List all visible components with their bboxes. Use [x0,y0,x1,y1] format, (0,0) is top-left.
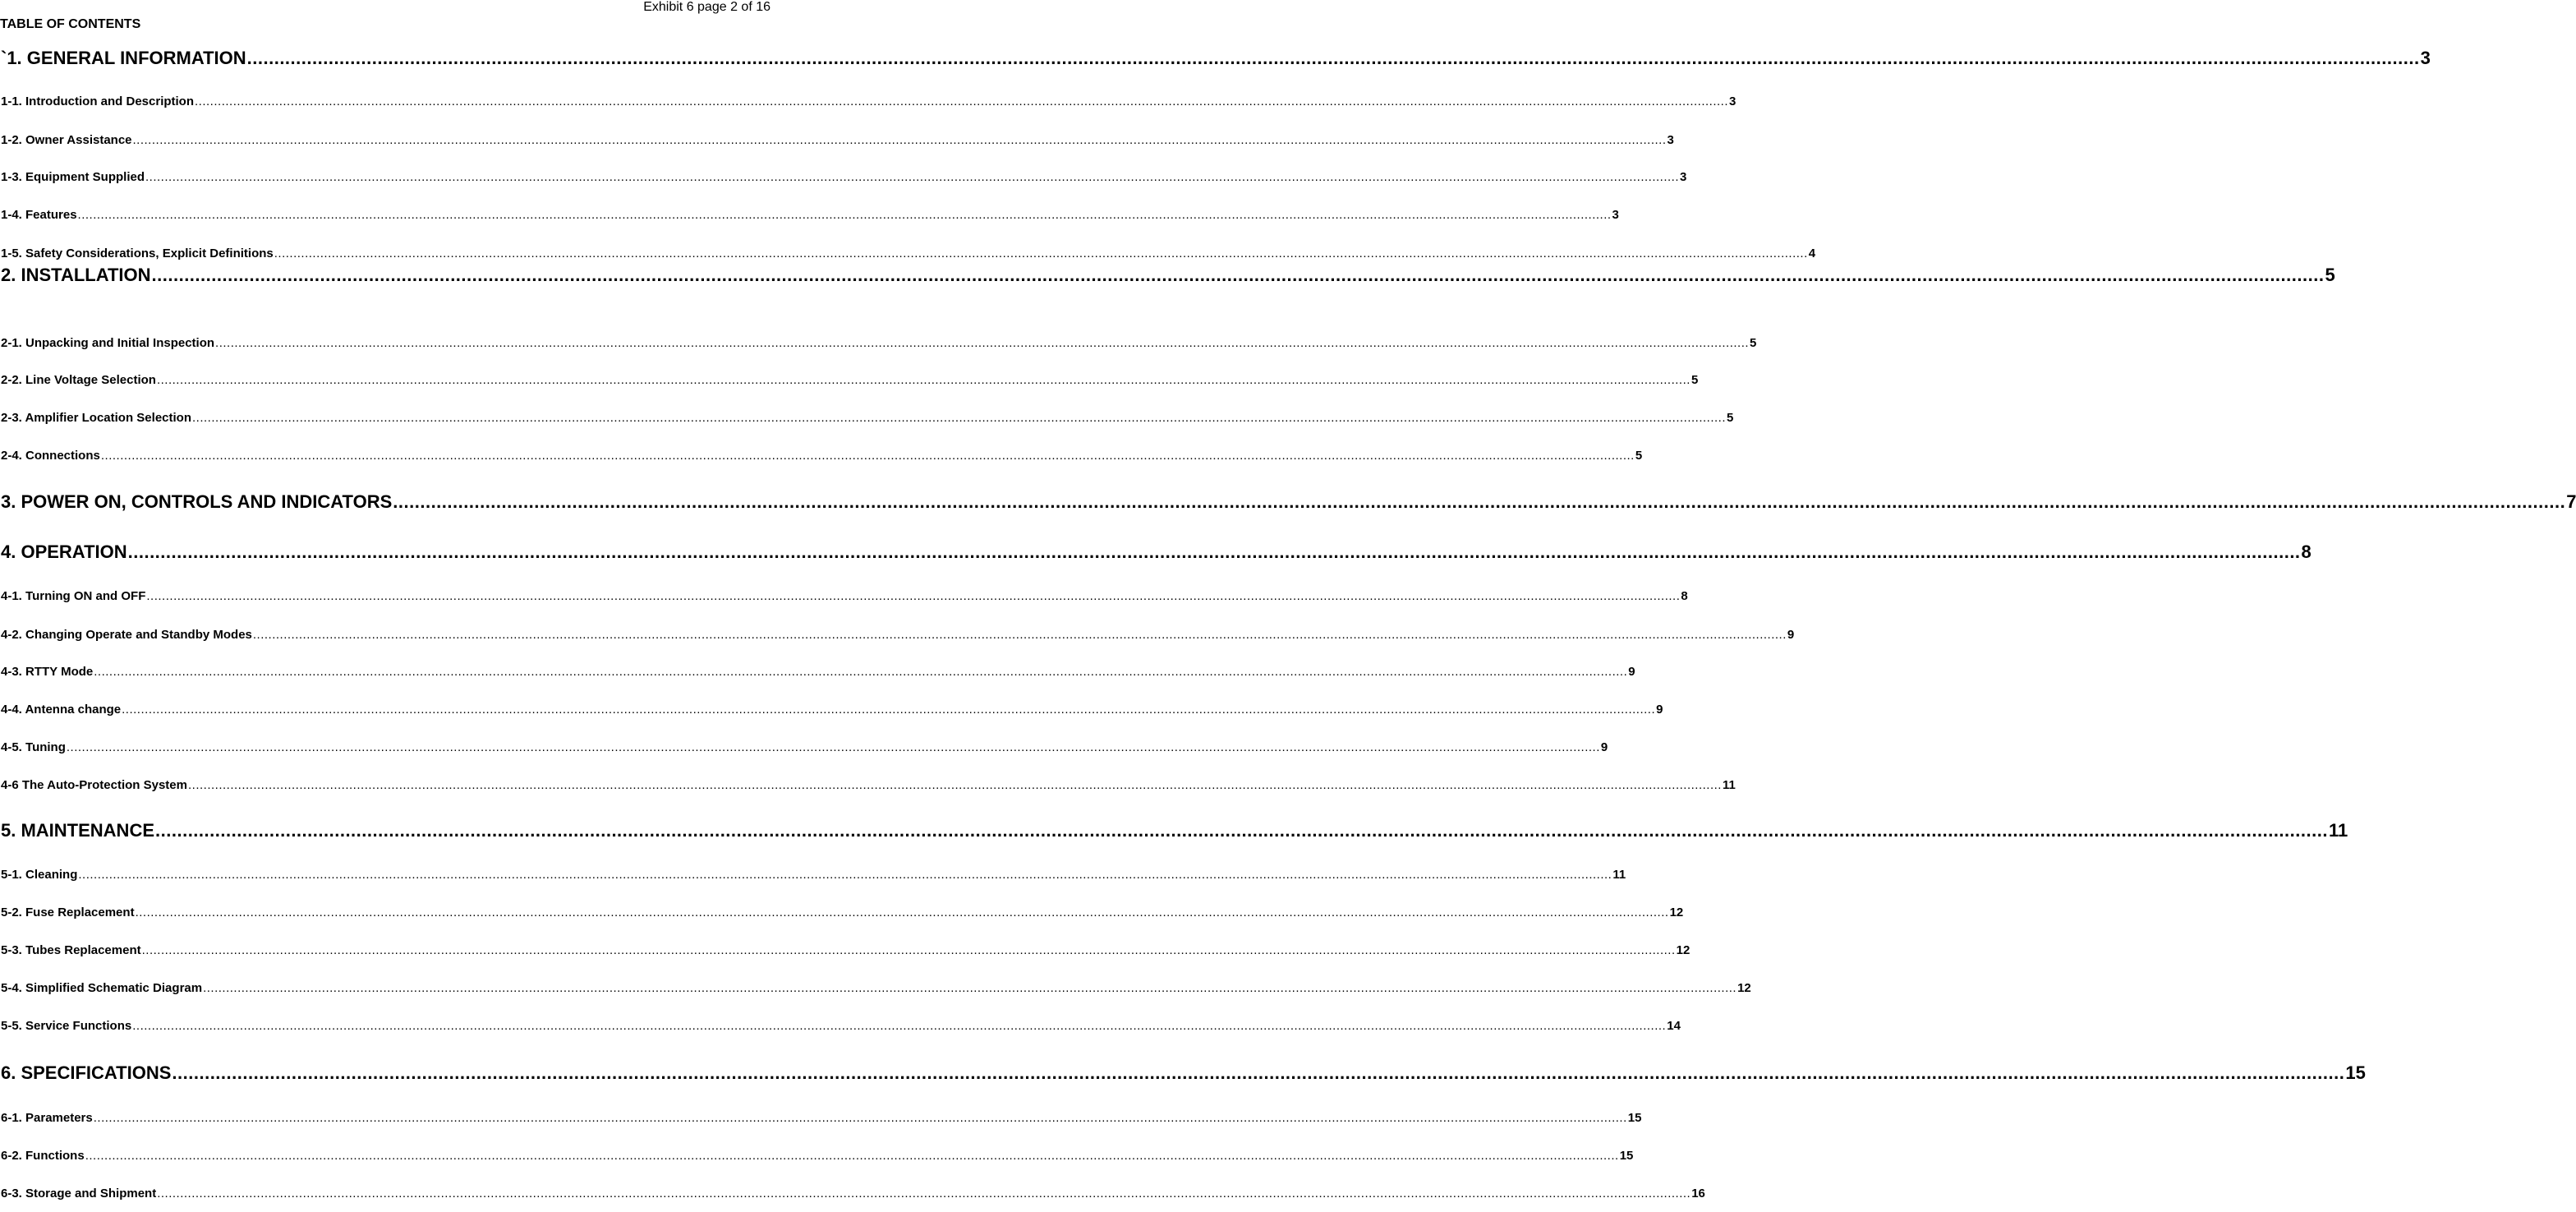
toc-entry-label: 5-3. Tubes Replacement [1,943,141,957]
toc-dot-leader: ................................................................................................................................................................................................................................................................................................................................................................................................................ [252,628,1787,642]
toc-dot-leader: ................................................................................................................................................................................................................................................................................................................................................................................................................ [132,1019,1667,1033]
toc-entry-label: 5. MAINTENANCE [1,820,155,841]
page-title: TABLE OF CONTENTS [0,17,141,31]
toc-subsection-entry[interactable] [1,1111,1642,1126]
toc-subsection-entry[interactable] [1,94,1736,109]
toc-section-entry[interactable] [1,48,2431,69]
toc-subsection-entry[interactable] [1,589,1688,604]
toc-subsection-entry[interactable] [1,778,1736,793]
toc-entry-label: 5-2. Fuse Replacement [1,906,135,919]
toc-entry-label: 4. OPERATION [1,541,127,562]
toc-subsection-entry[interactable] [1,411,1734,426]
toc-dot-leader: ................................................................................................................................................................................................................................................................................................................................................................................................................ [141,943,1676,957]
toc-entry-label: 1-1. Introduction and Description [1,94,195,108]
toc-section-entry[interactable] [1,541,2312,563]
toc-page-number: 15 [1627,1111,1642,1125]
toc-page-number: 15 [2345,1062,2366,1083]
toc-dot-leader: ................................................................................................................................................................................................................................................................................................................................................................................................................ [151,265,2325,285]
toc-dot-leader: ................................................................................................................................................................................................................................................................................................................................................................................................................ [78,868,1612,882]
toc-subsection-entry[interactable] [1,170,1687,185]
toc-subsection-entry[interactable] [1,208,1619,223]
toc-entry-label: 6-1. Parameters [1,1111,93,1125]
toc-page-number: 8 [2301,541,2312,562]
toc-subsection-entry[interactable] [1,336,1757,351]
toc-page-number: 3 [1680,170,1687,184]
toc-page-number: 8 [1681,589,1688,603]
toc-page-number: 3 [1667,133,1674,147]
toc-dot-leader: ................................................................................................................................................................................................................................................................................................................................................................................................................ [393,491,2566,512]
toc-page-number: 12 [1676,943,1690,957]
toc-entry-label: 1-4. Features [1,208,77,222]
toc-page-number: 5 [1690,373,1699,387]
toc-dot-leader: ................................................................................................................................................................................................................................................................................................................................................................................................................ [66,740,1600,754]
toc-dot-leader: ................................................................................................................................................................................................................................................................................................................................................................................................................ [215,336,1750,350]
toc-dot-leader: ................................................................................................................................................................................................................................................................................................................................................................................................................ [187,778,1722,792]
toc-dot-leader: ................................................................................................................................................................................................................................................................................................................................................................................................................ [156,373,1690,387]
toc-page-number: 9 [1787,628,1795,642]
toc-page-number: 7 [2566,491,2576,512]
toc-page-number: 16 [1691,1187,1705,1200]
toc-section-entry[interactable] [1,1062,2366,1084]
toc-entry-label: 4-1. Turning ON and OFF [1,589,146,603]
toc-dot-leader: ................................................................................................................................................................................................................................................................................................................................................................................................................ [77,208,1612,222]
toc-page-number: 5 [1750,336,1757,350]
toc-subsection-entry[interactable] [1,703,1663,717]
toc-dot-leader: ................................................................................................................................................................................................................................................................................................................................................................................................................ [145,170,1680,184]
toc-page-number: 12 [1669,906,1684,919]
toc-subsection-entry[interactable] [1,1187,1705,1201]
toc-entry-label: 4-2. Changing Operate and Standby Modes [1,628,252,642]
toc-page-number: 11 [1612,868,1626,882]
toc-dot-leader: ................................................................................................................................................................................................................................................................................................................................................................................................................ [85,1149,1619,1163]
toc-page-number: 14 [1667,1019,1681,1033]
toc-entry-label: 4-6 The Auto-Protection System [1,778,187,792]
toc-dot-leader: ................................................................................................................................................................................................................................................................................................................................................................................................................ [100,449,1635,463]
toc-page-number: 9 [1656,703,1663,717]
toc-dot-leader: ................................................................................................................................................................................................................................................................................................................................................................................................................ [246,48,2420,68]
toc-entry-label: `1. GENERAL INFORMATION [1,48,246,68]
toc-dot-leader: ................................................................................................................................................................................................................................................................................................................................................................................................................ [122,703,1656,717]
toc-entry-label: 2-3. Amplifier Location Selection [1,411,191,425]
toc-page-number: 4 [1808,247,1816,260]
toc-entry-label: 2-1. Unpacking and Initial Inspection [1,336,215,350]
toc-subsection-entry[interactable] [1,868,1626,883]
toc-section-entry[interactable] [1,265,2335,286]
toc-page-number: 11 [1722,778,1736,792]
toc-subsection-entry[interactable] [1,449,1643,463]
exhibit-page-label: Exhibit 6 page 2 of 16 [643,0,770,14]
toc-subsection-entry[interactable] [1,1019,1681,1034]
toc-page-number: 3 [1612,208,1619,222]
toc-page-number: 12 [1737,981,1751,995]
toc-dot-leader: ................................................................................................................................................................................................................................................................................................................................................................................................................ [132,133,1667,147]
toc-dot-leader: ................................................................................................................................................................................................................................................................................................................................................................................................................ [146,589,1681,603]
toc-subsection-entry[interactable] [1,133,1674,148]
toc-entry-label: 3. POWER ON, CONTROLS AND INDICATORS [1,491,393,512]
toc-dot-leader: ................................................................................................................................................................................................................................................................................................................................................................................................................ [93,1111,1627,1125]
toc-subsection-entry[interactable] [1,740,1608,755]
toc-dot-leader: ................................................................................................................................................................................................................................................................................................................................................................................................................ [157,1187,1691,1200]
toc-dot-leader: ................................................................................................................................................................................................................................................................................................................................................................................................................ [155,820,2328,841]
toc-dot-leader: ................................................................................................................................................................................................................................................................................................................................................................................................................ [195,94,1729,108]
toc-entry-label: 5-5. Service Functions [1,1019,132,1033]
toc-entry-label: 2-4. Connections [1,449,100,463]
toc-subsection-entry[interactable] [1,628,1795,643]
toc-dot-leader: ................................................................................................................................................................................................................................................................................................................................................................................................................ [127,541,2301,562]
toc-page-number: 5 [1727,411,1734,425]
toc-subsection-entry[interactable] [1,665,1635,680]
toc-page-number: 9 [1600,740,1608,754]
toc-dot-leader: ................................................................................................................................................................................................................................................................................................................................................................................................................ [172,1062,2345,1083]
toc-subsection-entry[interactable] [1,943,1690,958]
toc-section-entry[interactable] [1,491,2576,513]
toc-page-number: 15 [1619,1149,1634,1163]
toc-entry-label: 5-4. Simplified Schematic Diagram [1,981,203,995]
toc-entry-label: 4-5. Tuning [1,740,66,754]
toc-dot-leader: ................................................................................................................................................................................................................................................................................................................................................................................................................ [274,247,1808,260]
toc-subsection-entry[interactable] [1,1149,1634,1164]
toc-page-number: 5 [1635,449,1643,463]
toc-dot-leader: ................................................................................................................................................................................................................................................................................................................................................................................................................ [94,665,1628,679]
toc-entry-label: 2-2. Line Voltage Selection [1,373,156,387]
toc-page-number: 11 [2328,820,2348,841]
toc-page-number: 9 [1628,665,1635,679]
toc-page-number: 3 [1729,94,1736,108]
toc-entry-label: 6-2. Functions [1,1149,85,1163]
toc-subsection-entry[interactable] [1,906,1684,920]
toc-page-number: 3 [2420,48,2431,68]
toc-page-number: 5 [2325,265,2335,285]
toc-entry-label: 1-2. Owner Assistance [1,133,132,147]
toc-entry-label: 6-3. Storage and Shipment [1,1187,157,1200]
toc-entry-label: 1-5. Safety Considerations, Explicit Definitions [1,247,274,260]
toc-subsection-entry[interactable] [1,981,1751,996]
toc-entry-label: 6. SPECIFICATIONS [1,1062,172,1083]
toc-subsection-entry[interactable] [1,373,1699,388]
toc-entry-label: 5-1. Cleaning [1,868,78,882]
toc-dot-leader: ................................................................................................................................................................................................................................................................................................................................................................................................................ [203,981,1737,995]
toc-entry-label: 2. INSTALLATION [1,265,151,285]
toc-subsection-entry[interactable] [1,247,1816,261]
toc-entry-label: 4-3. RTTY Mode [1,665,94,679]
toc-entry-label: 1-3. Equipment Supplied [1,170,145,184]
toc-dot-leader: ................................................................................................................................................................................................................................................................................................................................................................................................................ [135,906,1669,919]
toc-entry-label: 4-4. Antenna change [1,703,122,717]
toc-section-entry[interactable] [1,820,2348,841]
toc-dot-leader: ................................................................................................................................................................................................................................................................................................................................................................................................................ [192,411,1726,425]
